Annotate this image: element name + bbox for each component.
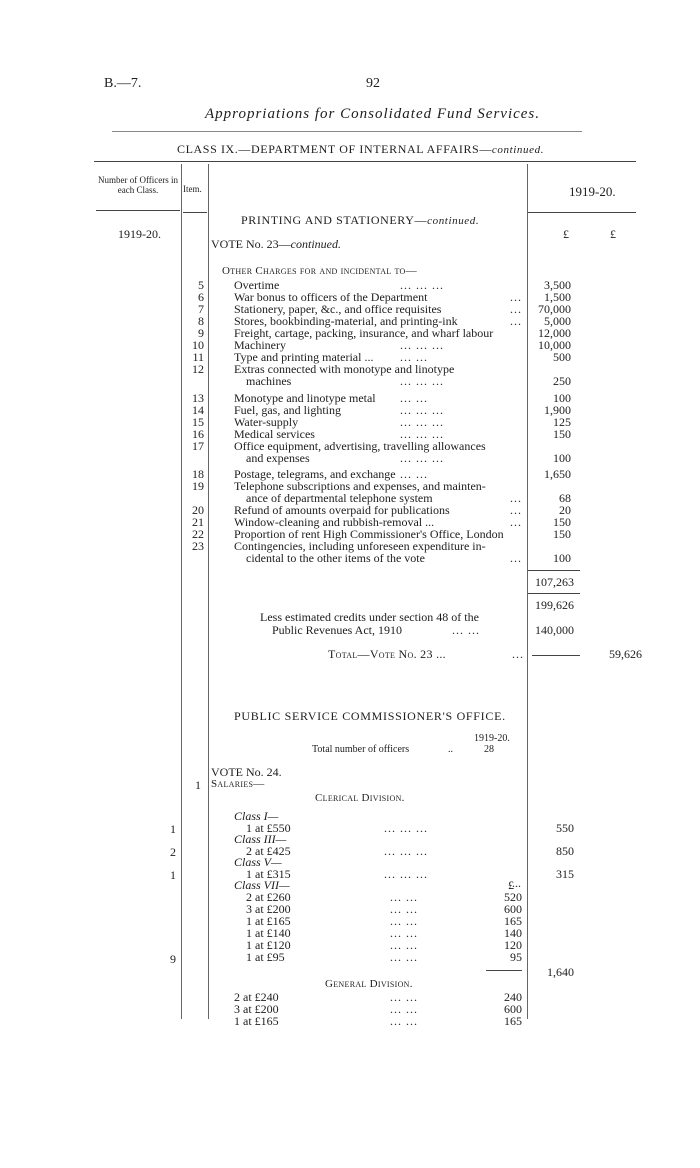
class-title-text: CLASS IX.—DEPARTMENT OF INTERNAL AFFAIRS— [177,142,492,156]
item-description: Office equipment, advertising, travelling allowances [234,439,486,453]
item-leader-dots: ... ... ... [400,403,444,417]
item-leader-dots: ... [510,503,522,517]
item-number: 11 [192,350,204,364]
item-description: Stationery, paper, &c., and office requisites [234,302,442,316]
class-title-continued: continued. [491,144,545,156]
rule-header-item [183,212,207,213]
vote-23-total-label: Total—Vote No. 23 ... [328,647,446,661]
section-heading-printing-text: PRINTING AND STATIONERY— [241,213,428,227]
general-leader-dots: ... ... [390,1014,418,1028]
class-officer-count: 2 [170,845,176,859]
officers-count-dots: .. [448,744,453,755]
item-amount: 68 [559,491,571,505]
item-description: Overtime [234,278,280,292]
class-leader-dots: ... ... ... [384,867,428,881]
less-credits-line2: Public Revenues Act, 1910 [272,623,402,637]
class7-pound-sign: £ [508,878,514,892]
item-amount: 20 [559,503,571,517]
general-rate: 3 at £200 [234,1002,279,1016]
item-amount: 5,000 [544,314,571,328]
item-description: Monotype and linotype metal [234,391,376,405]
item-description: Fuel, gas, and lighting [234,403,341,417]
item-number: 6 [198,290,204,304]
item-amount: 150 [553,515,571,529]
item-leader-dots: ... [510,302,522,316]
item-amount: 125 [553,415,571,429]
credits-amount: 140,000 [535,623,574,637]
vote-23-label: VOTE No. 23— [211,237,291,251]
subtotal-rule-bottom [528,593,580,594]
class-title [177,142,544,157]
officers-count-label: Total number of officers [312,744,410,755]
class-rate: 2 at £425 [246,844,291,858]
item-leader-dots: ... [510,551,522,565]
item-number: 21 [192,515,204,529]
item-leader-dots: ... [510,515,522,529]
class7-amount: 140 [504,926,522,940]
item-description: Extras connected with monotype and linotype [234,362,455,376]
item-number: 17 [192,439,204,453]
item-description-continued: and expenses [246,451,310,465]
item-description: War bonus to officers of the Department [234,290,428,304]
item-amount: 3,500 [544,278,571,292]
item-description-continued: ance of departmental telephone system [246,491,433,505]
item-amount: 150 [553,427,571,441]
item-number: 7 [198,302,204,316]
item-amount: 100 [553,551,571,565]
item-description: Postage, telegrams, and exchange [234,467,396,481]
class-amount: 550 [556,821,574,835]
item-number: 19 [192,479,204,493]
class7-leader-dots: ... ... [390,938,418,952]
pound-sign-col2: £ [610,227,616,241]
item-leader-dots: ... ... ... [400,278,444,292]
item-leader-dots: ... ... ... [400,338,444,352]
class-leader-dots: ... ... ... [384,844,428,858]
item-leader-dots: ... ... [400,391,428,405]
item-amount: 10,000 [538,338,571,352]
item-number: 13 [192,391,204,405]
item-description: Freight, cartage, packing, insurance, and wharf labour [234,326,494,340]
item-leader-dots: ... ... [400,350,428,364]
class7-label: Class VII— [234,878,290,892]
class-rate: 1 at £315 [246,867,291,881]
general-amount: 600 [504,1002,522,1016]
class7-rate: 3 at £200 [246,902,291,916]
item-number: 14 [192,403,204,417]
class7-amount: 520 [504,890,522,904]
class7-sum-rule [486,970,522,971]
pound-sign-col1: £ [563,227,569,241]
class7-rate: 1 at £120 [246,938,291,952]
other-charges-subheading: Other Charges for and incidental to— [222,265,417,277]
item-amount: 70,000 [538,302,571,316]
class7-officer-count: 9 [170,952,176,966]
item-leader-dots: ... [510,290,522,304]
column-header-item: Item. [183,184,202,194]
class7-leader-dots: ... ... [390,926,418,940]
class7-amount: 95 [510,950,522,964]
item-description-continued: cidental to the other items of the vote [246,551,425,565]
class-label: Class V— [234,855,282,869]
item-description: Telephone subscriptions and expenses, and mainten- [234,479,486,493]
item-leader-dots: ... ... [400,467,428,481]
class7-rate: 2 at £260 [246,890,291,904]
general-rate: 1 at £165 [234,1014,279,1028]
item-amount: 500 [553,350,571,364]
vote-23-total-amount: 59,626 [609,647,642,661]
general-rate: 2 at £240 [234,990,279,1004]
class7-amount: 600 [504,902,522,916]
vote-23-title [211,238,341,250]
item-amount: 150 [553,527,571,541]
general-amount: 240 [504,990,522,1004]
item-description: Water-supply [234,415,299,429]
section-heading-psc: PUBLIC SERVICE COMMISSIONER'S OFFICE. [234,709,506,723]
class7-dots-a: ... [512,876,521,890]
class-amount: 850 [556,844,574,858]
item-leader-dots: ... ... ... [400,451,444,465]
item-amount: 12,000 [538,326,571,340]
gross-amount: 199,626 [535,598,574,612]
item-leader-dots: ... ... ... [400,415,444,429]
class-officer-count: 1 [170,868,176,882]
item-amount: 100 [553,391,571,405]
class7-rate: 1 at £165 [246,914,291,928]
item-number: 20 [192,503,204,517]
officers-year-label: 1919-20. [118,227,161,241]
column-header-year: 1919-20. [569,184,616,199]
item-number: 16 [192,427,204,441]
rule-header-amount [528,212,636,213]
item-amount: 1,900 [544,403,571,417]
item-leader-dots: ... ... ... [400,427,444,441]
page-number: 92 [366,76,380,91]
section-heading-printing-continued: continued. [427,215,480,227]
general-division-heading: General Division. [325,978,413,990]
item-description: Proportion of rent High Commissioner's Office, London [234,527,504,541]
class7-leader-dots: ... ... [390,914,418,928]
vote-24-title: VOTE No. 24. [211,765,282,779]
vote-23-total-dots: ... [512,647,524,661]
general-amount: 165 [504,1014,522,1028]
class-label: Class I— [234,809,279,823]
item-leader-dots: ... [510,491,522,505]
item-amount: 100 [553,451,571,465]
item-number: 12 [192,362,204,376]
document-reference: B.—7. [104,76,142,91]
running-title: Appropriations for Consolidated Fund Services. [205,106,541,122]
rule-below-class [94,161,636,162]
item-number: 9 [198,326,204,340]
class7-amount: 120 [504,938,522,952]
column-header-officers: Number of Officers in each Class. [97,175,179,195]
item-number: 10 [192,338,204,352]
officers-count-year: 1919-20. [474,733,510,744]
item-amount: 250 [553,374,571,388]
class-amount: 315 [556,867,574,881]
class7-amount: 165 [504,914,522,928]
item-number: 5 [198,278,204,292]
item-description: Machinery [234,338,286,352]
item-number: 8 [198,314,204,328]
officers-count-value: 28 [484,744,494,755]
class7-leader-dots: ... ... [390,950,418,964]
subtotal-amount: 107,263 [535,575,574,589]
item-leader-dots: ... [510,314,522,328]
general-leader-dots: ... ... [390,1002,418,1016]
class7-leader-dots: ... ... [390,890,418,904]
item-description: Type and printing material ... [234,350,374,364]
item-number: 22 [192,527,204,541]
class7-total-amount: 1,640 [547,965,574,979]
vote-24-item-number: 1 [195,778,201,792]
class-label: Class III— [234,832,287,846]
class7-rate: 1 at £140 [246,926,291,940]
less-credits-dots: ... ... [452,623,480,637]
column-rule-item [208,164,209,1019]
item-number: 18 [192,467,204,481]
item-description: Medical services [234,427,315,441]
item-description: Stores, bookbinding-material, and printing-ink [234,314,458,328]
item-leader-dots: ... ... ... [400,374,444,388]
item-description-continued: machines [246,374,292,388]
item-amount: 1,650 [544,467,571,481]
general-leader-dots: ... ... [390,990,418,1004]
class-rate: 1 at £550 [246,821,291,835]
salaries-label: Salaries— [211,778,265,790]
item-number: 23 [192,539,204,553]
class7-leader-dots: ... ... [390,902,418,916]
less-credits-line1: Less estimated credits under section 48 of the [260,610,479,624]
class-leader-dots: ... ... ... [384,821,428,835]
item-description: Window-cleaning and rubbish-removal ... [234,515,435,529]
class7-rate: 1 at £95 [246,950,285,964]
item-amount: 1,500 [544,290,571,304]
subtotal-rule-top [528,570,580,571]
vote-23-continued: continued. [290,237,341,251]
item-description: Refund of amounts overpaid for publications [234,503,450,517]
total-rule [532,655,580,656]
item-description: Contingencies, including unforeseen expenditure in- [234,539,486,553]
item-number: 15 [192,415,204,429]
class-officer-count: 1 [170,822,176,836]
section-heading-printing [241,213,479,228]
rule-top [112,131,582,132]
clerical-division-heading: Clerical Division. [315,792,405,804]
rule-header-officers [96,210,180,211]
